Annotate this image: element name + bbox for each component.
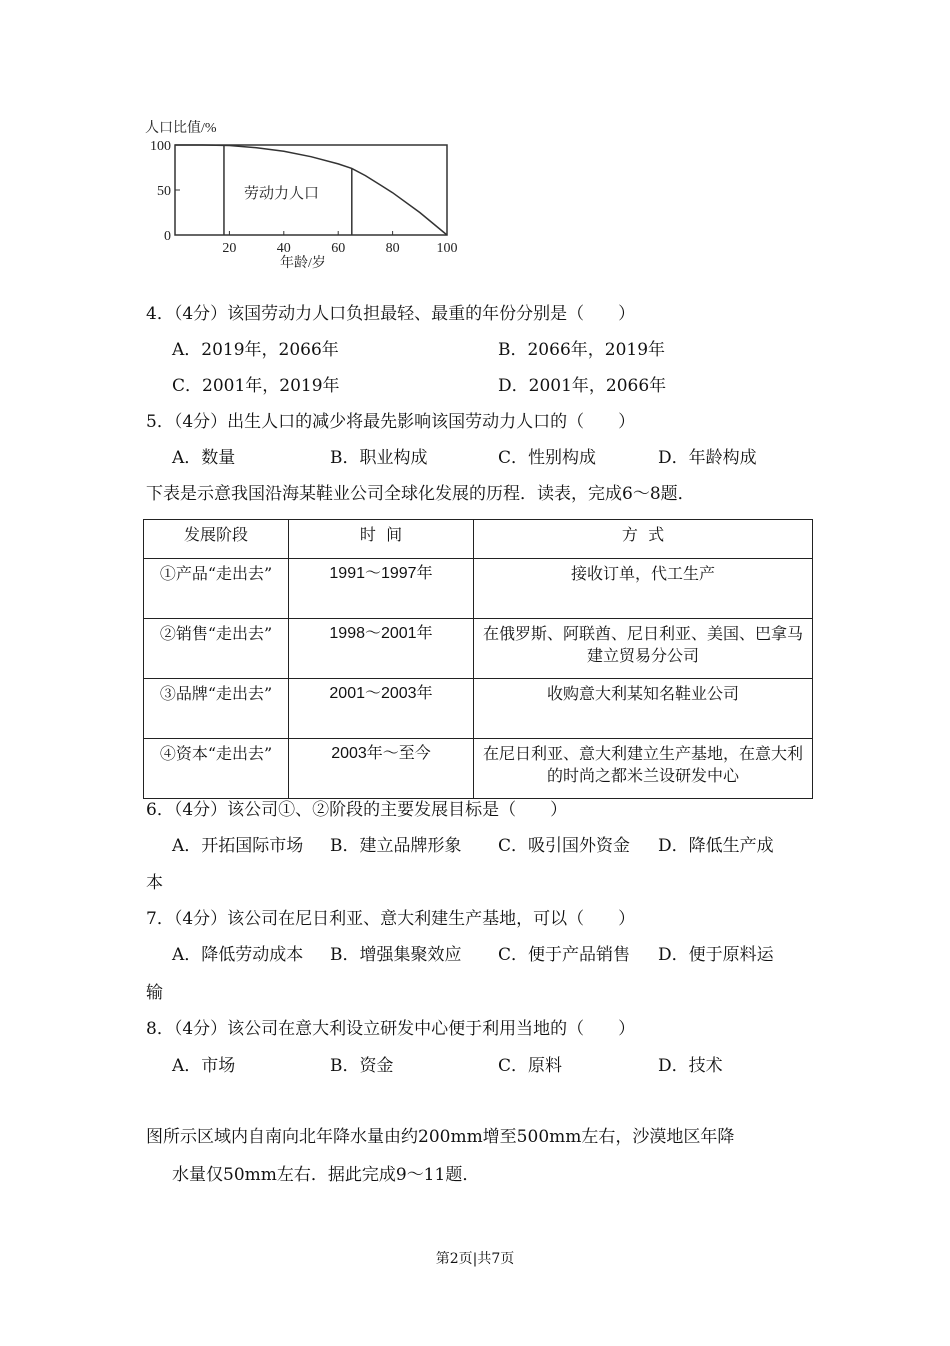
x-tick-label: 80 bbox=[385, 241, 400, 256]
q8-option-c[interactable]: C．原料 bbox=[498, 1056, 563, 1076]
q6-option-d[interactable]: D．降低生产成 bbox=[658, 836, 774, 856]
stage-cell: ①产品“走出去” bbox=[144, 559, 289, 619]
q5-option-c[interactable]: C．性别构成 bbox=[498, 448, 597, 468]
y-tick-label: 50 bbox=[157, 184, 171, 199]
method-cell: 接收订单，代工生产 bbox=[474, 559, 813, 619]
question-6-stem: 6．（4分）该公司①、②阶段的主要发展目标是（ ） bbox=[146, 800, 568, 820]
header-method: 方 式 bbox=[474, 520, 813, 559]
time-cell: 1991～1997年 bbox=[289, 559, 474, 619]
time-cell: 2003年～至今 bbox=[289, 739, 474, 799]
q4-option-c[interactable]: C．2001年，2019年 bbox=[172, 376, 340, 396]
method-cell: 在尼日利亚、意大利建立生产基地，在意大利的时尚之都米兰设研发中心 bbox=[474, 739, 813, 799]
x-tick-label: 100 bbox=[436, 241, 458, 256]
passage-line-1: 图所示区域内自南向北年降水量由约200mm增至500mm左右，沙漠地区年降 bbox=[146, 1127, 735, 1147]
population-ratio-chart bbox=[140, 110, 470, 275]
q7-option-a[interactable]: A．降低劳动成本 bbox=[172, 945, 304, 965]
q5-option-b[interactable]: B．职业构成 bbox=[330, 448, 428, 468]
x-axis-label: 年龄/岁 bbox=[280, 256, 326, 271]
q4-option-a[interactable]: A．2019年，2066年 bbox=[172, 340, 339, 360]
method-cell: 在俄罗斯、阿联酋、尼日利亚、美国、巴拿马建立贸易分公司 bbox=[474, 619, 813, 679]
page-footer: 第2页|共7页 bbox=[435, 1251, 515, 1267]
x-tick-label: 20 bbox=[222, 241, 237, 256]
q4-option-d[interactable]: D．2001年，2066年 bbox=[498, 376, 667, 396]
time-cell: 1998～2001年 bbox=[289, 619, 474, 679]
time-cell: 2001～2003年 bbox=[289, 679, 474, 739]
question-5-stem: 5．（4分）出生人口的减少将最先影响该国劳动力人口的（ ） bbox=[146, 412, 636, 432]
q6-option-b[interactable]: B．建立品牌形象 bbox=[330, 836, 462, 856]
q5-option-d[interactable]: D．年龄构成 bbox=[658, 448, 757, 468]
q4-option-b[interactable]: B．2066年，2019年 bbox=[498, 340, 666, 360]
header-time: 时 间 bbox=[289, 520, 474, 559]
question-4-stem: 4．（4分）该国劳动力人口负担最轻、最重的年份分别是（ ） bbox=[146, 304, 636, 324]
y-tick-label: 0 bbox=[164, 229, 171, 244]
x-tick-label: 60 bbox=[331, 241, 346, 256]
table-intro: 下表是示意我国沿海某鞋业公司全球化发展的历程．读表，完成6～8题． bbox=[146, 484, 695, 504]
development-table bbox=[143, 519, 813, 799]
passage-line-2: 水量仅50mm左右．据此完成9～11题． bbox=[172, 1165, 480, 1185]
stage-cell: ③品牌“走出去” bbox=[144, 679, 289, 739]
stage-cell: ④资本“走出去” bbox=[144, 739, 289, 799]
q7-option-d[interactable]: D．便于原料运 bbox=[658, 945, 774, 965]
y-axis-label: 人口比值/% bbox=[145, 121, 217, 136]
stage-cell: ②销售“走出去” bbox=[144, 619, 289, 679]
q6-option-a[interactable]: A．开拓国际市场 bbox=[172, 836, 304, 856]
q7-option-d-wrap: 输 bbox=[146, 983, 163, 1003]
q8-option-a[interactable]: A．市场 bbox=[172, 1056, 236, 1076]
q7-option-c[interactable]: C．便于产品销售 bbox=[498, 945, 631, 965]
q6-option-d-wrap: 本 bbox=[146, 873, 163, 893]
y-tick-label: 100 bbox=[150, 139, 171, 154]
header-stage: 发展阶段 bbox=[144, 520, 289, 559]
question-7-stem: 7．（4分）该公司在尼日利亚、意大利建生产基地，可以（ ） bbox=[146, 909, 636, 929]
question-8-stem: 8．（4分）该公司在意大利设立研发中心便于利用当地的（ ） bbox=[146, 1019, 636, 1039]
q8-option-d[interactable]: D．技术 bbox=[658, 1056, 723, 1076]
labor-annotation: 劳动力人口 bbox=[244, 186, 320, 202]
x-tick-label: 40 bbox=[276, 241, 291, 256]
q8-option-b[interactable]: B．资金 bbox=[330, 1056, 394, 1076]
q6-option-c[interactable]: C．吸引国外资金 bbox=[498, 836, 631, 856]
q7-option-b[interactable]: B．增强集聚效应 bbox=[330, 945, 462, 965]
method-cell: 收购意大利某知名鞋业公司 bbox=[474, 679, 813, 739]
q5-option-a[interactable]: A．数量 bbox=[172, 448, 236, 468]
